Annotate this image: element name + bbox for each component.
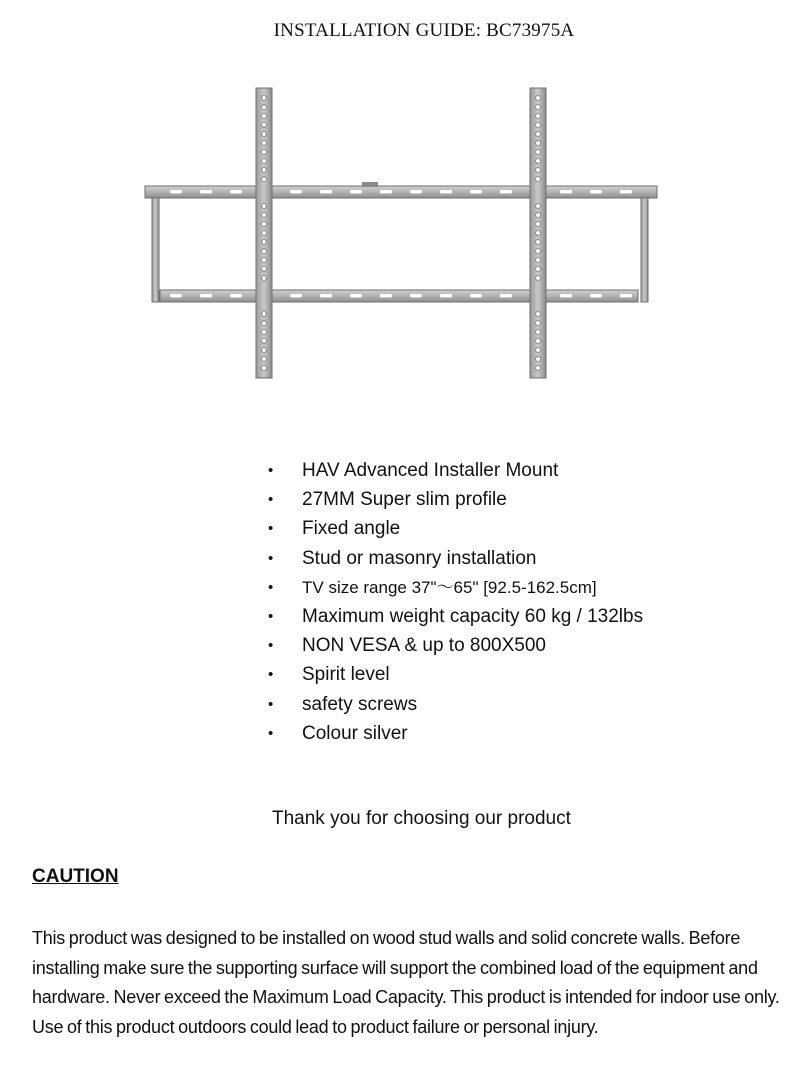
rail-slot bbox=[170, 294, 182, 298]
arm-hole bbox=[536, 132, 541, 137]
rail-slot bbox=[320, 294, 332, 298]
bullet-icon: • bbox=[268, 637, 274, 655]
feature-item bbox=[264, 660, 643, 689]
rail-slot bbox=[230, 190, 242, 194]
bullet-icon: • bbox=[268, 549, 274, 567]
bullet-icon: • bbox=[268, 608, 274, 626]
arm-hole bbox=[536, 105, 541, 110]
feature-text: 27MM Super slim profile bbox=[302, 489, 507, 511]
arm-hole bbox=[262, 366, 267, 371]
feature-text: Stud or masonry installation bbox=[302, 547, 537, 569]
rail-slot bbox=[410, 294, 422, 298]
frame-left-side bbox=[152, 192, 159, 302]
rail-slot bbox=[560, 190, 572, 194]
feature-text: Spirit level bbox=[302, 664, 390, 686]
rail-slot bbox=[380, 294, 392, 298]
arm-hole bbox=[536, 240, 541, 245]
arm-hole bbox=[262, 330, 267, 335]
rail-slot bbox=[560, 294, 572, 298]
arm-hole bbox=[262, 249, 267, 254]
frame-right-side bbox=[641, 192, 648, 302]
wall-mount-bracket-image bbox=[140, 82, 660, 382]
arm-hole bbox=[262, 150, 267, 155]
arm-hole bbox=[536, 96, 541, 101]
rail-slot bbox=[230, 294, 242, 298]
arm-hole bbox=[262, 312, 267, 317]
arm-hole bbox=[262, 213, 267, 218]
thank-you-text: Thank you for choosing our product bbox=[272, 808, 571, 829]
arm-hole bbox=[262, 123, 267, 128]
arm-hole bbox=[262, 222, 267, 227]
arm-hole bbox=[536, 213, 541, 218]
rail-slot bbox=[290, 190, 302, 194]
arm-hole bbox=[262, 141, 267, 146]
arm-hole bbox=[536, 123, 541, 128]
arm-hole bbox=[536, 150, 541, 155]
feature-item bbox=[264, 544, 643, 573]
rail-slot bbox=[380, 190, 392, 194]
arm-hole bbox=[536, 312, 541, 317]
rail-slot bbox=[470, 190, 482, 194]
bullet-icon: • bbox=[268, 578, 274, 596]
feature-text: NON VESA & up to 800X500 bbox=[302, 635, 546, 657]
arm-hole bbox=[536, 249, 541, 254]
rail-slot bbox=[620, 190, 632, 194]
bullet-icon: • bbox=[268, 462, 274, 479]
feature-text: Maximum weight capacity 60 kg / 132lbs bbox=[302, 606, 644, 628]
rail-slot bbox=[440, 294, 452, 298]
arm-hole bbox=[262, 132, 267, 137]
arm-hole bbox=[262, 348, 267, 353]
rail-slot bbox=[290, 294, 302, 298]
arm-hole bbox=[536, 222, 541, 227]
top-rail bbox=[145, 186, 657, 198]
arm-hole bbox=[262, 276, 267, 281]
bullet-icon: • bbox=[268, 491, 274, 509]
feature-text: Fixed angle bbox=[302, 518, 401, 540]
arm-hole bbox=[536, 159, 541, 164]
rail-slot bbox=[500, 294, 512, 298]
page-title: INSTALLATION GUIDE: BC73975A bbox=[273, 20, 575, 41]
rail-slot bbox=[350, 294, 362, 298]
arm-hole bbox=[536, 276, 541, 281]
feature-text: TV size range 37"～65" [92.5-162.5cm] bbox=[302, 577, 597, 597]
arm-hole bbox=[262, 321, 267, 326]
arm-hole bbox=[536, 168, 541, 173]
arm-hole bbox=[536, 357, 541, 362]
rail-slot bbox=[410, 190, 422, 194]
rail-slot bbox=[500, 190, 512, 194]
arm-hole bbox=[262, 240, 267, 245]
rail-slot bbox=[320, 190, 332, 194]
rail-slot bbox=[620, 294, 632, 298]
arm-hole bbox=[262, 357, 267, 362]
rail-slot bbox=[590, 190, 602, 194]
arm-hole bbox=[536, 141, 541, 146]
features-list bbox=[264, 456, 643, 748]
feature-item bbox=[264, 602, 643, 631]
arm-hole bbox=[536, 231, 541, 236]
feature-item bbox=[264, 485, 643, 514]
arm-hole bbox=[262, 177, 267, 182]
feature-item bbox=[264, 573, 643, 602]
rail-slot bbox=[470, 294, 482, 298]
rail-slot bbox=[170, 190, 182, 194]
arm-hole bbox=[262, 258, 267, 263]
feature-text: Colour silver bbox=[302, 722, 408, 744]
bullet-icon: • bbox=[268, 520, 274, 538]
caution-heading: CAUTION bbox=[32, 866, 119, 887]
bullet-icon: • bbox=[268, 666, 274, 684]
arm-hole bbox=[536, 330, 541, 335]
arm-hole bbox=[262, 231, 267, 236]
feature-item bbox=[264, 514, 643, 543]
rail-slot bbox=[200, 190, 212, 194]
arm-hole bbox=[536, 339, 541, 344]
arm-hole bbox=[536, 114, 541, 119]
rail-slot bbox=[350, 190, 362, 194]
arm-hole bbox=[536, 258, 541, 263]
arm-hole bbox=[536, 321, 541, 326]
arm-hole bbox=[262, 267, 267, 272]
arm-hole bbox=[262, 96, 267, 101]
arm-hole bbox=[262, 339, 267, 344]
arm-holes bbox=[262, 96, 541, 371]
feature-item bbox=[264, 456, 643, 485]
arm-hole bbox=[536, 267, 541, 272]
rail-slot bbox=[200, 294, 212, 298]
feature-text: safety screws bbox=[302, 693, 418, 715]
bullet-icon: • bbox=[268, 695, 274, 713]
arm-hole bbox=[262, 105, 267, 110]
feature-item bbox=[264, 719, 643, 748]
arm-hole bbox=[262, 168, 267, 173]
rail-slot bbox=[590, 294, 602, 298]
arm-hole bbox=[536, 348, 541, 353]
feature-text: HAV Advanced Installer Mount bbox=[302, 460, 559, 481]
spirit-level bbox=[362, 182, 378, 187]
arm-hole bbox=[262, 204, 267, 209]
rail-slots bbox=[170, 190, 632, 298]
caution-body: This product was designed to be installed on wood stud walls and solid concrete walls. Before installing make sure the supporting surface will support the combined load of the equipment and hardware. Never exceed the Maximum Load Capacity. This product is intended for indoor use only. Use of this product outdoors could lead to product failure or personal injury. bbox=[32, 928, 780, 1037]
bullet-icon: • bbox=[268, 724, 274, 742]
arm-hole bbox=[262, 114, 267, 119]
arm-hole bbox=[536, 177, 541, 182]
feature-item bbox=[264, 631, 643, 660]
arm-hole bbox=[262, 159, 267, 164]
arm-hole bbox=[536, 366, 541, 371]
arm-hole bbox=[536, 204, 541, 209]
feature-item bbox=[264, 690, 643, 719]
rail-slot bbox=[440, 190, 452, 194]
